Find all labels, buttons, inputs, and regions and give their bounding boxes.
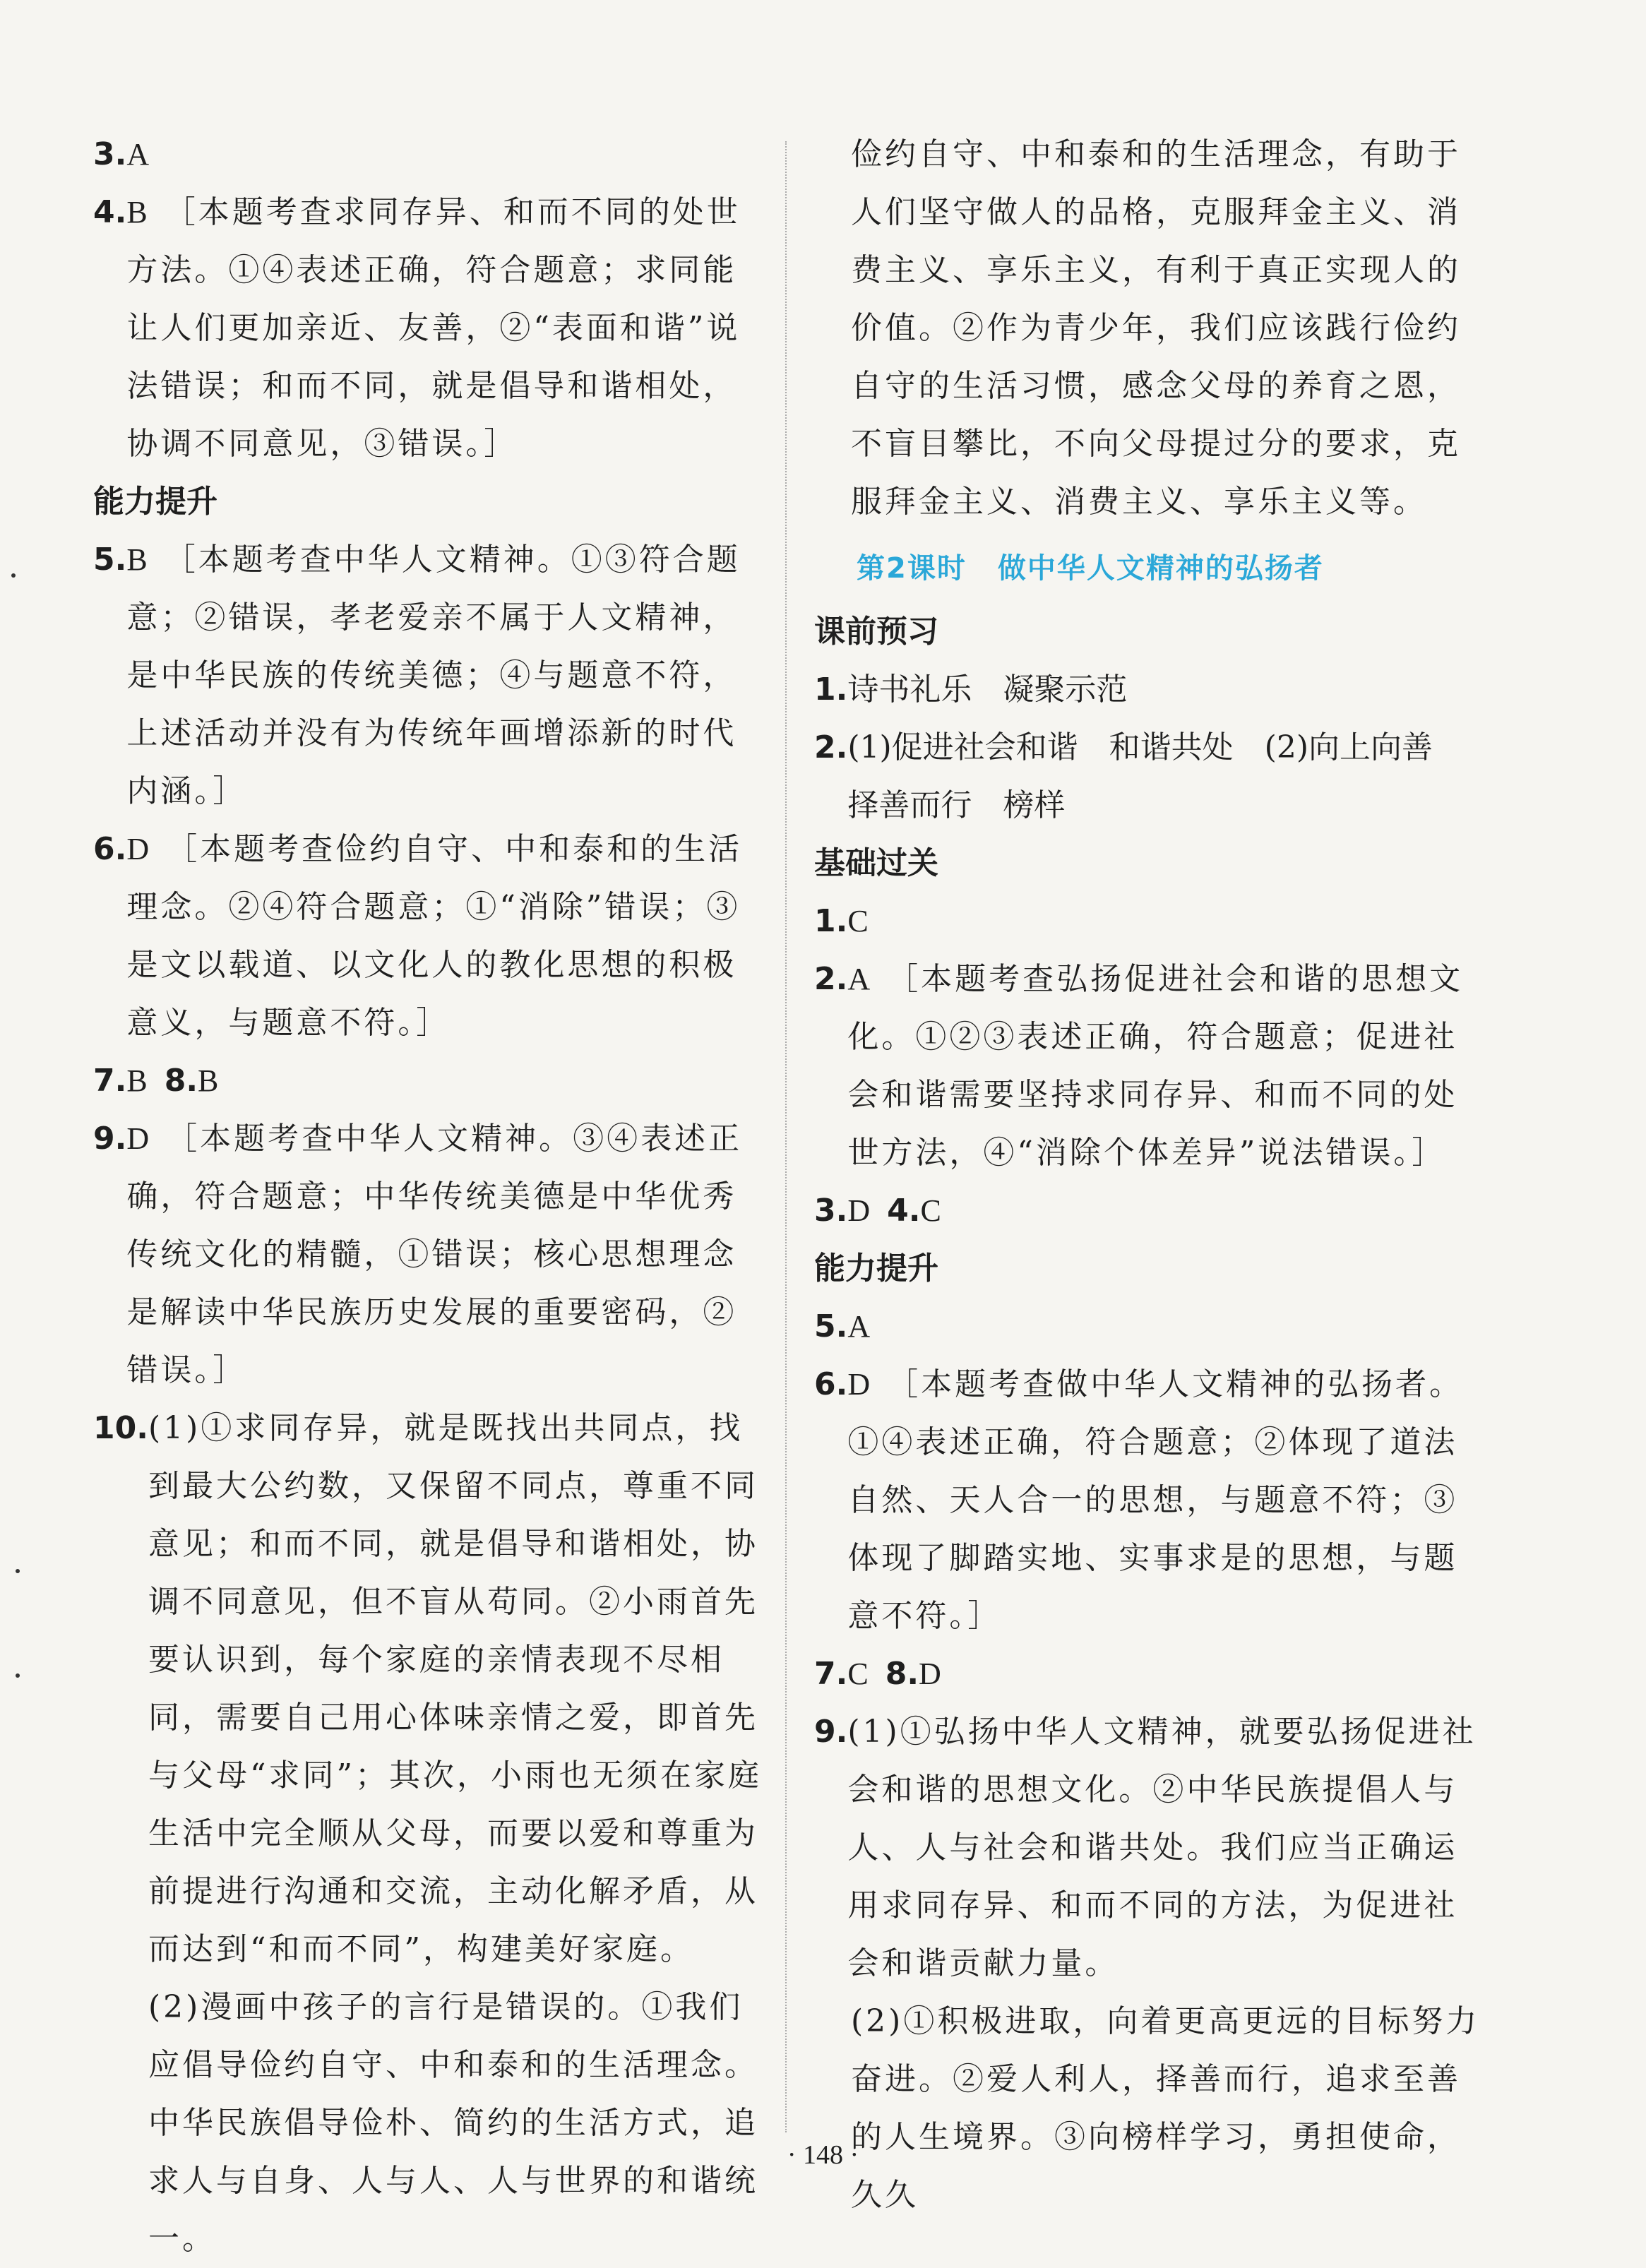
question-7-8: [93, 1052, 768, 1110]
ability-9: [814, 1703, 1489, 1993]
explanation: ［本题考查弘扬促进社会和谐的思想文化。①②③表述正确，符合题意；促进社会和谐需要坚持求同存异、和而不同的处世方法，④“消除个体差异”说法错误。］: [847, 961, 1464, 1171]
section-heading-ability: 能力提升: [814, 1251, 938, 1287]
answer: D: [847, 1367, 871, 1402]
answer: D: [919, 1657, 941, 1691]
question-number: 9.: [814, 1714, 848, 1750]
page-number: · 148 ·: [787, 2140, 859, 2170]
question-5: [93, 531, 768, 820]
answer-part-1: (1)①求同存异，就是既找出共同点，找到最大公约数，又保留不同点，尊重不同意见；和而不同，就是倡导和谐相处，协调不同意见，但不盲从苟同。②小雨首先要认识到，每个家庭的亲情表现不尽相同，需要自己用心体味亲情之爱，即首先与父母“求同”；其次，小雨也无须在家庭生活中完全顺从父母，而要以爱和尊重为前提进行沟通和交流，主动化解矛盾，从而达到“和而不同”，构建美好家庭。: [148, 1410, 762, 1967]
answer: B: [126, 195, 148, 229]
question-4: [93, 184, 768, 473]
basic-1: [814, 893, 1489, 950]
answer-part-2: (2)漫画中孩子的言行是错误的。①我们应倡导俭约自守、中和泰和的生活理念。中华民族倡导俭朴、简约的生活方式，追求人与自身、人与人、人与世界的和谐统一。: [148, 1989, 758, 2257]
question-number: 4.: [93, 194, 127, 230]
question-number: 6.: [93, 831, 127, 867]
answer: B: [126, 542, 148, 577]
explanation: ［本题考查中华人文精神。③④表述正确，符合题意；中华传统美德是中华优秀传统文化的精髓，①错误；核心思想理念是解读中华民族历史发展的重要密码，②错误。］: [126, 1121, 743, 1388]
question-number: 7.: [93, 1063, 127, 1099]
answer: A: [847, 1309, 871, 1344]
question-6: [93, 820, 768, 1052]
section-heading-preview: 课前预习: [814, 614, 938, 650]
question-number: 3.: [93, 136, 127, 172]
answer: 凝聚示范: [1003, 672, 1128, 708]
question-10: [93, 1399, 768, 1978]
explanation: ［本题考查中华人文精神。①③符合题意；②错误，孝老爱亲不属于人文精神，是中华民族的传统美德；④与题意不符，上述活动并没有为传统年画增添新的时代内涵。］: [126, 542, 741, 809]
margin-dot: [11, 573, 16, 578]
answer: C: [920, 1193, 941, 1228]
question-number: 10.: [93, 1410, 148, 1446]
answer: C: [847, 1657, 869, 1691]
answer: D: [126, 1121, 150, 1156]
explanation: ［本题考查俭约自守、中和泰和的生活理念。②④符合题意；①“消除”错误；③是文以载道、以文化人的教化思想的积极意义，与题意不符。］: [126, 831, 743, 1041]
question-number: 8.: [164, 1063, 198, 1099]
question-number: 1.: [814, 672, 848, 708]
lesson-title: 做中华人文精神的弘扬者: [997, 552, 1324, 585]
lesson-heading: [857, 539, 1489, 597]
answer: B: [198, 1063, 219, 1098]
explanation: ［本题考查做中华人文精神的弘扬者。①④表述正确，符合题意；②体现了道法自然、天人合一的思想，与题意不符；③体现了脚踏实地、实事求是的思想，与题意不符。］: [847, 1366, 1464, 1634]
question-number: 7.: [814, 1656, 848, 1692]
question-number: 2.: [814, 961, 848, 997]
lesson-label: 第2课时: [857, 552, 967, 585]
question-number: 4.: [887, 1193, 921, 1229]
right-column: [814, 126, 1489, 2224]
basic-3-4: [814, 1182, 1489, 1240]
ability-5: [814, 1298, 1489, 1356]
answer: D: [847, 1193, 871, 1228]
question-number: 3.: [814, 1193, 848, 1229]
question-number: 2.: [814, 729, 848, 765]
column-divider: [785, 141, 787, 2132]
preview-1: [814, 661, 1489, 719]
basic-2: [814, 950, 1489, 1182]
margin-dot: [16, 1569, 20, 1573]
answer: B: [126, 1063, 148, 1098]
section-heading-ability: 能力提升: [93, 484, 217, 520]
question-3: [93, 126, 768, 184]
left-column: [93, 126, 768, 2268]
question-9: [93, 1110, 768, 1399]
section-heading-basic: 基础过关: [814, 845, 938, 881]
answer-part-2: (2)①积极进取，向着更高更远的目标努力奋进。②爱人利人，择善而行，追求至善的人生境界。③向榜样学习，勇担使命，久久: [851, 2003, 1480, 2213]
continued-answer: 俭约自守、中和泰和的生活理念，有助于人们坚守做人的品格，克服拜金主义、消费主义、享乐主义，有利于真正实现人的价值。②作为青少年，我们应该践行俭约自守的生活习惯，感念父母的养育之恩，不盲目攀比，不向父母提过分的要求，克服拜金主义、消费主义、享乐主义等。: [851, 136, 1461, 520]
ability-7-8: [814, 1645, 1489, 1703]
question-number: 8.: [885, 1656, 919, 1692]
answer: C: [847, 904, 869, 938]
explanation: ［本题考查求同存异、和而不同的处世方法。①④表述正确，符合题意；求同能让人们更加亲近、友善，②“表面和谐”说法错误；和而不同，就是倡导和谐相处，协调不同意见，③错误。］: [126, 194, 741, 462]
answer: A: [847, 962, 871, 996]
question-number: 6.: [814, 1366, 848, 1402]
question-number: 1.: [814, 903, 848, 939]
answer: D: [126, 832, 150, 866]
answer: 诗书礼乐: [847, 672, 972, 708]
ability-6: [814, 1356, 1489, 1645]
preview-2: [814, 719, 1489, 835]
answer-part-1: (1)①弘扬中华人文精神，就要弘扬促进社会和谐的思想文化。②中华民族提倡人与人、人与社会和谐共处。我们应当正确运用求同存异、和而不同的方法，为促进社会和谐贡献力量。: [847, 1714, 1477, 1981]
answer: A: [126, 137, 150, 172]
margin-dot: [16, 1673, 20, 1678]
question-number: 9.: [93, 1121, 127, 1157]
answer: (1)促进社会和谐 和谐共处 (2)向上向善 择善而行 榜样: [847, 729, 1464, 823]
question-number: 5.: [93, 542, 127, 578]
question-number: 5.: [814, 1308, 848, 1344]
